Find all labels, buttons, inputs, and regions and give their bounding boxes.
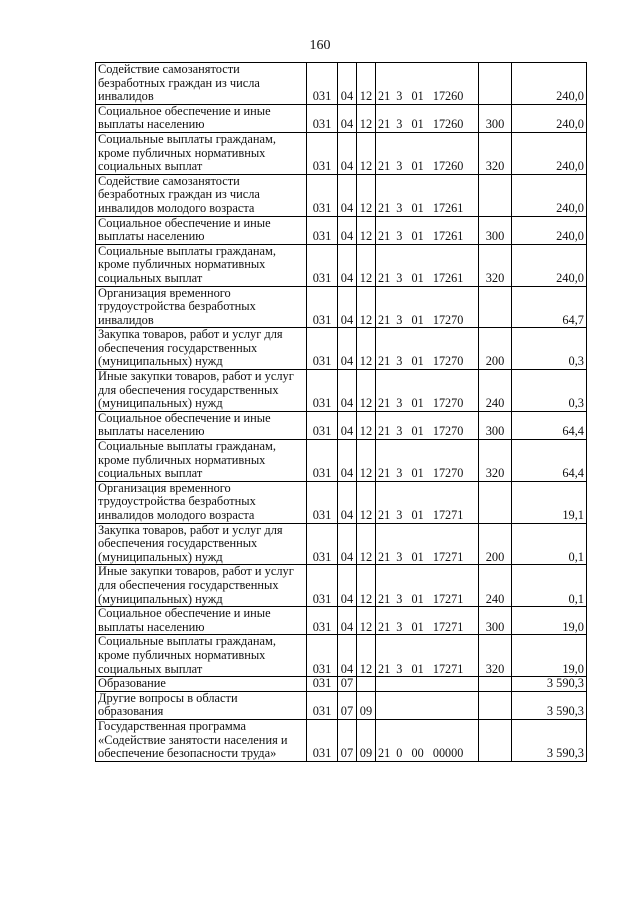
cell-amount: 19,1 <box>512 481 587 523</box>
cell-target-article-code <box>376 691 479 719</box>
cell-target-article-code: 21 3 01 17261 <box>376 244 479 286</box>
cell-amount: 240,0 <box>512 216 587 244</box>
cell-item-name-line: Образование <box>98 676 166 691</box>
cell-target-article-code: 21 3 01 17260 <box>376 104 479 132</box>
cell-item-name <box>96 216 307 244</box>
cell-item-name-line: Закупка товаров, работ и услуг для <box>98 327 283 342</box>
cell-subsection-code: 12 <box>357 132 376 174</box>
cell-department-code: 031 <box>307 481 338 523</box>
cell-section-code: 04 <box>338 286 357 328</box>
cell-item-name <box>96 411 307 439</box>
cell-item-name-line: обеспечения государственных <box>98 340 258 355</box>
cell-expense-type-code <box>479 691 512 719</box>
cell-target-article-code: 21 3 01 17270 <box>376 370 479 412</box>
cell-department-code: 031 <box>307 565 338 607</box>
cell-department-code: 031 <box>307 286 338 328</box>
cell-expense-type-code <box>479 719 512 761</box>
cell-target-article-code: 21 3 01 17271 <box>376 481 479 523</box>
cell-item-name-line: Социальные выплаты гражданам, <box>98 132 276 146</box>
cell-target-article-code: 21 3 01 17270 <box>376 440 479 482</box>
cell-item-name-line: (муниципальных) нужд <box>98 591 223 606</box>
cell-section-code: 04 <box>338 244 357 286</box>
cell-amount: 3 590,3 <box>512 677 587 692</box>
cell-expense-type-code: 320 <box>479 244 512 286</box>
cell-amount: 64,4 <box>512 411 587 439</box>
table-row <box>96 691 587 719</box>
cell-item-name <box>96 328 307 370</box>
cell-item-name <box>96 440 307 482</box>
cell-item-name-line: социальных выплат <box>98 270 203 285</box>
cell-amount: 0,1 <box>512 565 587 607</box>
table-row <box>96 63 587 105</box>
cell-amount: 240,0 <box>512 244 587 286</box>
cell-amount: 0,3 <box>512 370 587 412</box>
cell-item-name-line: выплаты населению <box>98 424 205 439</box>
cell-expense-type-code: 200 <box>479 523 512 565</box>
cell-amount: 3 590,3 <box>512 719 587 761</box>
cell-department-code: 031 <box>307 677 338 692</box>
cell-expense-type-code: 320 <box>479 132 512 174</box>
cell-department-code: 031 <box>307 635 338 677</box>
cell-amount: 0,3 <box>512 328 587 370</box>
table-row <box>96 370 587 412</box>
cell-section-code: 04 <box>338 607 357 635</box>
table-row <box>96 565 587 607</box>
cell-section-code: 04 <box>338 635 357 677</box>
cell-item-name <box>96 174 307 216</box>
cell-department-code: 031 <box>307 174 338 216</box>
table-row <box>96 132 587 174</box>
cell-target-article-code: 21 3 01 17271 <box>376 565 479 607</box>
cell-item-name-line: Содействие самозанятости <box>98 62 240 76</box>
cell-item-name-line: Социальное обеспечение и иные <box>98 104 271 118</box>
cell-subsection-code: 12 <box>357 565 376 607</box>
table-row <box>96 719 587 761</box>
cell-item-name-line: Организация временного <box>98 481 231 495</box>
cell-subsection-code: 12 <box>357 328 376 370</box>
cell-item-name-line: инвалидов <box>98 312 154 327</box>
cell-expense-type-code <box>479 677 512 692</box>
cell-section-code: 07 <box>338 719 357 761</box>
table-row <box>96 411 587 439</box>
cell-amount: 240,0 <box>512 104 587 132</box>
budget-table-body <box>96 63 587 762</box>
cell-item-name <box>96 63 307 105</box>
cell-item-name-line: Содействие самозанятости <box>98 174 240 188</box>
cell-item-name-line: безработных граждан из числа <box>98 75 260 90</box>
cell-item-name <box>96 481 307 523</box>
cell-item-name-line: Социальное обеспечение и иные <box>98 411 271 425</box>
cell-target-article-code: 21 3 01 17260 <box>376 63 479 105</box>
cell-amount: 64,4 <box>512 440 587 482</box>
cell-item-name-line: Иные закупки товаров, работ и услуг <box>98 564 294 579</box>
cell-section-code: 04 <box>338 63 357 105</box>
cell-target-article-code: 21 3 01 17261 <box>376 174 479 216</box>
cell-section-code: 04 <box>338 565 357 607</box>
cell-subsection-code <box>357 677 376 692</box>
cell-item-name <box>96 635 307 677</box>
table-row <box>96 104 587 132</box>
cell-section-code: 04 <box>338 370 357 412</box>
cell-item-name-line: инвалидов молодого возраста <box>98 200 255 215</box>
cell-item-name <box>96 286 307 328</box>
cell-item-name-line: кроме публичных нормативных <box>98 257 266 272</box>
cell-item-name-line: безработных граждан из числа <box>98 187 260 202</box>
cell-subsection-code: 12 <box>357 370 376 412</box>
cell-subsection-code: 12 <box>357 411 376 439</box>
cell-target-article-code: 21 3 01 17261 <box>376 216 479 244</box>
cell-item-name-line: выплаты населению <box>98 117 205 132</box>
cell-subsection-code: 12 <box>357 481 376 523</box>
cell-item-name-line: кроме публичных нормативных <box>98 647 266 662</box>
cell-subsection-code: 09 <box>357 719 376 761</box>
cell-item-name-line: Другие вопросы в области <box>98 691 238 705</box>
cell-department-code: 031 <box>307 216 338 244</box>
budget-table <box>95 62 587 762</box>
cell-amount: 240,0 <box>512 63 587 105</box>
cell-subsection-code: 12 <box>357 63 376 105</box>
cell-item-name <box>96 565 307 607</box>
cell-section-code: 04 <box>338 481 357 523</box>
cell-subsection-code: 12 <box>357 607 376 635</box>
cell-expense-type-code: 240 <box>479 565 512 607</box>
cell-department-code: 031 <box>307 440 338 482</box>
cell-department-code: 031 <box>307 132 338 174</box>
cell-item-name-line: Социальные выплаты гражданам, <box>98 439 276 454</box>
cell-item-name-line: Социальное обеспечение и иные <box>98 606 271 621</box>
cell-department-code: 031 <box>307 719 338 761</box>
cell-subsection-code: 12 <box>357 104 376 132</box>
page-number: 160 <box>309 38 331 53</box>
cell-section-code: 04 <box>338 411 357 439</box>
cell-target-article-code: 21 3 01 17271 <box>376 523 479 565</box>
cell-item-name-line: Иные закупки товаров, работ и услуг <box>98 369 294 384</box>
cell-department-code: 031 <box>307 63 338 105</box>
cell-item-name-line: Закупка товаров, работ и услуг для <box>98 523 283 537</box>
cell-expense-type-code: 240 <box>479 370 512 412</box>
cell-subsection-code: 12 <box>357 523 376 565</box>
cell-section-code: 04 <box>338 440 357 482</box>
cell-target-article-code <box>376 677 479 692</box>
cell-item-name-line: инвалидов молодого возраста <box>98 508 255 522</box>
cell-item-name <box>96 677 307 692</box>
cell-department-code: 031 <box>307 691 338 719</box>
table-row <box>96 481 587 523</box>
cell-amount: 19,0 <box>512 635 587 677</box>
cell-subsection-code: 12 <box>357 286 376 328</box>
table-row <box>96 607 587 635</box>
cell-department-code: 031 <box>307 370 338 412</box>
cell-item-name-line: обеспечения государственных <box>98 536 258 551</box>
cell-item-name-line: инвалидов <box>98 89 154 104</box>
cell-item-name-line: (муниципальных) нужд <box>98 549 223 564</box>
cell-subsection-code: 09 <box>357 691 376 719</box>
cell-item-name-line: Организация временного <box>98 286 231 300</box>
cell-item-name <box>96 370 307 412</box>
cell-target-article-code: 21 0 00 00000 <box>376 719 479 761</box>
cell-item-name-line: социальных выплат <box>98 661 203 676</box>
cell-item-name-line: Социальные выплаты гражданам, <box>98 244 276 258</box>
cell-amount: 3 590,3 <box>512 691 587 719</box>
cell-department-code: 031 <box>307 607 338 635</box>
cell-item-name-line: «Содействие занятости населения и <box>98 732 288 747</box>
cell-section-code: 07 <box>338 691 357 719</box>
cell-target-article-code: 21 3 01 17270 <box>376 328 479 370</box>
cell-subsection-code: 12 <box>357 440 376 482</box>
cell-department-code: 031 <box>307 411 338 439</box>
cell-item-name-line: трудоустройства безработных <box>98 299 256 314</box>
cell-department-code: 031 <box>307 328 338 370</box>
cell-subsection-code: 12 <box>357 635 376 677</box>
cell-target-article-code: 21 3 01 17271 <box>376 635 479 677</box>
cell-item-name-line: Социальное обеспечение и иные <box>98 216 271 230</box>
cell-section-code: 04 <box>338 132 357 174</box>
cell-section-code: 04 <box>338 328 357 370</box>
cell-item-name-line: для обеспечения государственных <box>98 577 279 592</box>
cell-expense-type-code: 300 <box>479 216 512 244</box>
cell-expense-type-code: 300 <box>479 104 512 132</box>
cell-item-name <box>96 691 307 719</box>
cell-item-name <box>96 104 307 132</box>
table-row <box>96 677 587 692</box>
cell-section-code: 04 <box>338 216 357 244</box>
table-row <box>96 216 587 244</box>
cell-expense-type-code <box>479 63 512 105</box>
table-row <box>96 523 587 565</box>
cell-amount: 0,1 <box>512 523 587 565</box>
cell-department-code: 031 <box>307 104 338 132</box>
cell-section-code: 07 <box>338 677 357 692</box>
cell-item-name-line: выплаты населению <box>98 229 205 244</box>
cell-item-name-line: Государственная программа <box>98 719 246 733</box>
cell-item-name-line: обеспечение безопасности труда» <box>98 746 277 761</box>
cell-section-code: 04 <box>338 523 357 565</box>
cell-item-name-line: трудоустройства безработных <box>98 494 256 509</box>
cell-item-name-line: Социальные выплаты гражданам, <box>98 634 276 649</box>
table-row <box>96 244 587 286</box>
cell-item-name <box>96 132 307 174</box>
cell-item-name-line: кроме публичных нормативных <box>98 452 266 467</box>
cell-item-name-line: кроме публичных нормативных <box>98 145 266 160</box>
cell-department-code: 031 <box>307 523 338 565</box>
cell-item-name-line: выплаты населению <box>98 619 205 634</box>
cell-expense-type-code: 300 <box>479 607 512 635</box>
cell-target-article-code: 21 3 01 17260 <box>376 132 479 174</box>
table-row <box>96 440 587 482</box>
cell-expense-type-code <box>479 174 512 216</box>
cell-expense-type-code: 300 <box>479 411 512 439</box>
cell-item-name-line: (муниципальных) нужд <box>98 354 223 369</box>
cell-item-name-line: социальных выплат <box>98 466 203 481</box>
cell-subsection-code: 12 <box>357 216 376 244</box>
cell-target-article-code: 21 3 01 17270 <box>376 286 479 328</box>
cell-item-name-line: образования <box>98 704 164 719</box>
table-row <box>96 635 587 677</box>
cell-item-name-line: социальных выплат <box>98 159 203 174</box>
cell-item-name-line: для обеспечения государственных <box>98 382 279 397</box>
cell-section-code: 04 <box>338 174 357 216</box>
cell-expense-type-code: 200 <box>479 328 512 370</box>
cell-item-name <box>96 719 307 761</box>
cell-item-name <box>96 523 307 565</box>
cell-item-name <box>96 607 307 635</box>
cell-target-article-code: 21 3 01 17270 <box>376 411 479 439</box>
cell-item-name <box>96 244 307 286</box>
table-row <box>96 286 587 328</box>
cell-section-code: 04 <box>338 104 357 132</box>
cell-amount: 240,0 <box>512 174 587 216</box>
cell-amount: 64,7 <box>512 286 587 328</box>
cell-department-code: 031 <box>307 244 338 286</box>
cell-target-article-code: 21 3 01 17271 <box>376 607 479 635</box>
cell-subsection-code: 12 <box>357 174 376 216</box>
cell-item-name-line: (муниципальных) нужд <box>98 396 223 411</box>
cell-amount: 19,0 <box>512 607 587 635</box>
cell-expense-type-code <box>479 286 512 328</box>
cell-expense-type-code <box>479 481 512 523</box>
cell-subsection-code: 12 <box>357 244 376 286</box>
cell-amount: 240,0 <box>512 132 587 174</box>
table-row <box>96 328 587 370</box>
cell-expense-type-code: 320 <box>479 440 512 482</box>
cell-expense-type-code: 320 <box>479 635 512 677</box>
table-row <box>96 174 587 216</box>
